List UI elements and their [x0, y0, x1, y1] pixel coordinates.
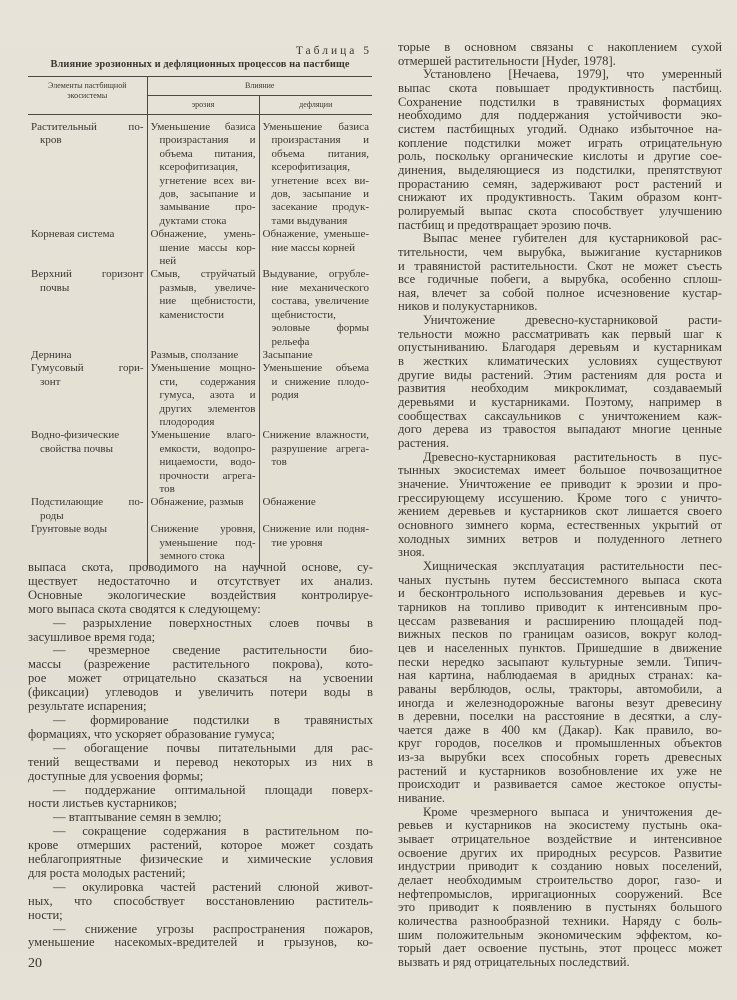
- text-line: ницаемости, водо-: [159, 456, 256, 469]
- text-line: Уничтожение древесно-кустарниковой расти-: [423, 313, 722, 328]
- paragraph: [398, 560, 722, 806]
- text-line: — втаптывание семян в землю;: [53, 810, 222, 825]
- text-line: кров: [40, 134, 62, 147]
- table-caption: Влияние эрозионных и дефляционных процессов на пастбище: [50, 59, 350, 70]
- table-row: [28, 429, 372, 496]
- text-line: тельности можно рассматривать как первый шаг к: [398, 326, 722, 341]
- text-line: вызвать и ряд отрицательных последствий.: [398, 954, 630, 969]
- cell-element: [28, 268, 147, 348]
- text-line: систем пастбищных угодий. Однако избыточное на-: [398, 121, 722, 136]
- header-deflation: дефляции: [259, 96, 372, 115]
- text-line: Снижение или подня-: [262, 523, 369, 536]
- text-line: нефтепромыслов, ирригационных сооружений. Все: [398, 886, 722, 901]
- cell-erosion: [147, 349, 259, 362]
- text-line: мого выпаса скота сводятся к следующему:: [28, 601, 261, 616]
- text-line: опустыниванию. Благодаря деревьям и кустарникам: [398, 340, 722, 355]
- table-header: [28, 77, 372, 115]
- cell-erosion: [147, 362, 259, 429]
- text-line: это приводит к появлению в пустынях большого: [398, 900, 722, 915]
- text-line: ние массы корней: [271, 241, 356, 254]
- text-line: формациях, что ускоряет образование гумуса;: [28, 726, 275, 741]
- text-line: ние механического: [271, 281, 369, 294]
- text-line: пастбищ и предотвращает эрозию почв.: [398, 217, 612, 232]
- header-impact: Влияние: [147, 77, 372, 96]
- text-line: тами выдувания: [271, 214, 348, 227]
- text-line: в жестких климатических условиях существуют: [398, 354, 722, 369]
- text-line: раваны верблюдов, ослы, тракторы, автомобили, а: [398, 681, 722, 696]
- text-line: дов, засыпание и: [159, 188, 256, 201]
- text-line: дов, засыпание и: [271, 188, 369, 201]
- text-line: замывание про-: [159, 201, 256, 214]
- text-line: Уменьшение базиса: [150, 121, 256, 133]
- paragraph: [398, 68, 722, 232]
- text-line: и травянистой растительности. Скот не может съесть: [398, 258, 722, 273]
- header-erosion: эрозия: [147, 96, 259, 115]
- text-line: Сохранение подстилки в травянистых формациях: [398, 94, 722, 109]
- text-line: деревьями и кустарниками. Поэтому, например в: [398, 395, 722, 410]
- text-line: объема питания,: [271, 147, 369, 160]
- paragraph: [28, 784, 373, 812]
- text-line: растения.: [398, 436, 449, 451]
- table-5: [28, 44, 372, 569]
- text-line: прорастанию семян, задерживают рост растений и: [398, 176, 722, 191]
- text-line: Водно-физические: [31, 429, 120, 442]
- text-line: Корневая система: [31, 228, 115, 241]
- text-line: Уменьшение базиса: [262, 121, 369, 133]
- text-line: в деревни, поселки на расстояние в десятки, а слу-: [398, 709, 722, 724]
- text-line: Обнажение, умень-: [150, 228, 256, 241]
- text-line: торый дает освоение пустынь, этот процесс может: [398, 941, 722, 956]
- text-line: чаных пустынь путем бессистемного выпаса скота: [398, 572, 722, 587]
- text-line: цессам развевания и расширению площадей под-: [398, 613, 722, 628]
- text-line: емкости, водопро-: [159, 442, 256, 455]
- text-line: основного зимнего корма, естественных укрытий от: [398, 517, 722, 532]
- text-line: прочности агрега-: [159, 469, 256, 482]
- text-line: свойства почвы: [40, 442, 113, 455]
- text-line: происходит и развивается самое жестокое опусты-: [398, 777, 722, 792]
- text-line: ществует недостаточно и отсутствует их анализ.: [28, 573, 373, 588]
- paragraph: [398, 314, 722, 451]
- text-line: отмершей растительности [Hyder, 1978].: [398, 53, 616, 68]
- text-line: Древесно-кустарниковая растительность в пус-: [423, 449, 722, 464]
- cell-element: [28, 349, 147, 362]
- text-line: освоение других их природных ресурсов. Развитие: [398, 845, 722, 860]
- text-line: ных, что способствует восстановлению раститель-: [28, 893, 373, 908]
- left-column-text: [28, 561, 373, 950]
- cell-erosion: [147, 115, 259, 229]
- text-line: щебнистости,: [271, 308, 336, 321]
- text-line: рое может отрицательно сказаться на усвоении: [28, 671, 373, 686]
- cell-deflation: [259, 349, 372, 362]
- text-line: значение. Уничтожение ее приводит к эрозии и про-: [398, 477, 722, 491]
- text-line: развития необходим микроклимат, создаваемый: [398, 381, 722, 396]
- text-line: и снижение плодо-: [271, 375, 369, 388]
- right-column-text: [398, 41, 722, 970]
- text-line: роль, поскольку органические кислоты и другие сое-: [398, 149, 722, 164]
- text-line: почвы: [40, 281, 70, 294]
- text-line: доступные для усвоения формы;: [28, 768, 204, 783]
- text-line: растений и кустарников возобновление их уже не: [398, 763, 722, 778]
- text-line: жением деревьев и кустарников скот лишается своего: [398, 504, 722, 519]
- text-line: сти, содержания: [159, 375, 256, 388]
- text-line: шение массы кор-: [159, 241, 256, 254]
- text-line: другие виды растений. Этим растениям для роста и: [398, 367, 722, 382]
- text-line: тарников на топливо приводит к интенсивным про-: [398, 599, 722, 614]
- text-line: необходимо для поддержания устойчивости эко-: [398, 108, 722, 123]
- text-line: Уменьшение объема: [262, 362, 369, 375]
- text-line: для роста молодых растений;: [28, 865, 186, 880]
- text-line: уменьшение насекомых-вредителей и грызунов, ко-: [28, 935, 373, 950]
- text-line: Грунтовые воды: [31, 523, 108, 536]
- text-line: зонт: [40, 375, 61, 388]
- text-line: Растительный по-: [31, 121, 144, 133]
- text-line: — обогащение почвы питательными для рас-: [53, 740, 373, 755]
- text-line: произрастания и: [271, 134, 369, 147]
- cell-deflation: [259, 429, 372, 496]
- text-line: выпаса скота, проводимого на научной основе, су-: [28, 560, 373, 574]
- text-line: (фиксации) углеводов и увеличить потери воды в: [28, 685, 373, 700]
- text-line: нивание.: [398, 791, 446, 806]
- text-line: объема питания,: [159, 147, 256, 160]
- paragraph: [28, 561, 373, 617]
- text-line: тов: [271, 456, 287, 469]
- text-line: дуктами стока: [159, 214, 227, 227]
- paragraph: [28, 742, 373, 784]
- text-line: тений веществами и перевод некоторых из них в: [28, 754, 373, 769]
- cell-deflation: [259, 496, 372, 523]
- cell-erosion: [147, 496, 259, 523]
- cell-erosion: [147, 429, 259, 496]
- text-line: ние щебнистости,: [159, 295, 256, 308]
- cell-deflation: [259, 362, 372, 429]
- text-line: зывает отрицательное воздействие и интенсивное: [398, 832, 722, 847]
- text-line: засекание продук-: [271, 201, 369, 214]
- text-line: ности листьев кустарников;: [28, 796, 177, 811]
- paragraph: [28, 825, 373, 881]
- cell-element: [28, 228, 147, 268]
- text-line: ная, влечет за собой полное исчезновение кустар-: [398, 285, 722, 300]
- text-line: Установлено [Нечаева, 1979], что умеренный: [423, 67, 722, 82]
- text-line: иногда и железнодорожные вагоны везут древесину: [398, 695, 722, 710]
- text-line: динения, выделяющиеся из подстилки, препятствуют: [398, 162, 722, 177]
- text-line: размыв, увеличе-: [159, 281, 256, 294]
- page-number: 20: [28, 956, 42, 971]
- text-line: из-за вырубки всех способных гореть древесных: [398, 750, 722, 765]
- text-line: плодородия: [159, 415, 215, 428]
- text-line: Хищническая эксплуатация растительности пес-: [423, 558, 722, 573]
- text-line: холодных зимних ветров и полуденного летнего: [398, 531, 722, 546]
- text-line: Уменьшение влаго-: [150, 429, 256, 442]
- cell-element: [28, 115, 147, 229]
- text-line: — формирование подстилки в травянистых: [53, 712, 373, 727]
- text-line: земного стока: [159, 550, 225, 562]
- text-line: — разрыхление поверхностных слоев почвы в: [53, 615, 373, 630]
- text-line: ролируемый выпас скота способствует улучшению: [398, 203, 722, 218]
- text-line: цев и населенных пунктов. Пришедшие в движение: [398, 640, 722, 655]
- text-line: угнетение всех ви-: [271, 174, 369, 187]
- text-line: грессирующему иссушению. Кроме того с уничто-: [398, 490, 722, 505]
- text-line: состава, увеличение: [271, 295, 369, 308]
- text-line: крове отмерших растений, которое может создать: [28, 838, 373, 853]
- text-line: Дернина: [31, 348, 72, 361]
- paragraph: [28, 811, 373, 825]
- text-line: количества разнообразной техники. Наряду с боль-: [398, 914, 722, 928]
- text-line: сообществах саксаульников с уничтожением каж-: [398, 408, 722, 423]
- text-line: пески нередко засыпают культурные земли. Типич-: [398, 654, 722, 669]
- paragraph: [28, 714, 373, 742]
- paragraph: [28, 881, 373, 923]
- text-line: Смыв, струйчатый: [150, 268, 256, 281]
- text-line: Снижение уровня,: [150, 523, 256, 536]
- paragraph: [28, 644, 373, 714]
- text-line: уменьшение под-: [159, 536, 256, 549]
- text-line: ней: [159, 255, 177, 268]
- text-line: копление подстилки может играть отрицательную: [398, 135, 722, 150]
- text-line: Обнажение: [262, 496, 316, 509]
- text-line: угнетение всех ви-: [159, 174, 256, 187]
- table-row: [28, 115, 372, 229]
- text-line: дого дерева из травостоя выпадают многие ценные: [398, 422, 722, 437]
- text-line: тынных экосистемах имеет большое почвозащитное: [398, 463, 722, 478]
- text-line: Выдувание, огрубле-: [262, 268, 369, 281]
- text-line: Уменьшение мощно-: [150, 362, 256, 375]
- text-line: все годичные побеги, а вырубка, особенно сплош-: [398, 272, 722, 287]
- text-line: ная картина, наблюдаемая в аридных странах: ка-: [398, 668, 722, 683]
- paragraph: [398, 232, 722, 314]
- text-line: — сокращение содержания в растительном по-: [53, 824, 373, 839]
- table-row: [28, 228, 372, 268]
- text-line: ксерофитизация,: [271, 161, 350, 174]
- text-line: делает необходимым строительство дорог, газо- и: [398, 873, 722, 888]
- text-line: вижных песков по границам оазисов, вокруг колод-: [398, 627, 722, 642]
- text-line: других элементов: [159, 402, 256, 415]
- text-line: зноя.: [398, 545, 425, 560]
- cell-element: [28, 429, 147, 496]
- text-line: рельефа: [271, 335, 310, 348]
- text-line: массы (разрежение растительного покрова), кото-: [28, 657, 373, 672]
- text-line: произрастания и: [159, 134, 256, 147]
- text-line: круг городов, поселков и промышленных объектов: [398, 736, 722, 751]
- text-line: ников и полукустарников.: [398, 299, 538, 314]
- text-line: родия: [271, 389, 299, 402]
- text-line: ксерофитизация,: [159, 161, 238, 174]
- text-line: Верхний горизонт: [31, 268, 144, 281]
- text-line: снижают их продуктивность. Таким образом конт-: [398, 190, 722, 205]
- text-line: и бесконтрольного использования деревьев и кус-: [398, 586, 722, 601]
- text-line: результате испарения;: [28, 699, 147, 714]
- text-line: разрушение агрега-: [271, 442, 369, 455]
- text-line: засушливое время года;: [28, 629, 156, 644]
- text-line: — поддержание оптимальной площади поверх-: [53, 782, 373, 797]
- text-line: — окулировка частей растений слюной живот-: [53, 879, 373, 894]
- text-line: Гумусовый гори-: [31, 362, 144, 375]
- text-line: Выпас менее губителен для кустарниковой рас-: [423, 231, 722, 246]
- text-line: Кроме чрезмерного выпаса и уничтожения де-: [423, 804, 722, 819]
- paragraph: [398, 806, 722, 970]
- text-line: роды: [40, 509, 64, 522]
- text-line: Обнажение, размыв: [150, 496, 244, 509]
- cell-deflation: [259, 268, 372, 348]
- paragraph: [398, 41, 722, 68]
- text-line: индустрии приводит к созданию новых поселений,: [398, 859, 722, 874]
- cell-element: [28, 362, 147, 429]
- text-line: тие уровня: [271, 536, 323, 549]
- text-line: — снижение угрозы распространения пожаров,: [53, 921, 373, 936]
- text-line: шим положительным экономическим эффектом, ко-: [398, 927, 722, 942]
- table-row: [28, 268, 372, 348]
- table-body: [28, 115, 372, 570]
- paragraph: [28, 923, 373, 951]
- text-line: Обнажение, уменьше-: [262, 228, 369, 241]
- text-line: гумуса, азота и: [159, 389, 256, 402]
- text-line: ности;: [28, 907, 63, 922]
- cell-element: [28, 496, 147, 523]
- table-row: [28, 362, 372, 429]
- text-line: неблагоприятные физические и химические условия: [28, 852, 373, 867]
- text-line: эоловые формы: [271, 322, 369, 335]
- table-row: [28, 496, 372, 523]
- text-line: Основные экологические воздействия контролируе-: [28, 587, 373, 602]
- table-number: Таблица 5: [295, 45, 372, 57]
- cell-deflation: [259, 228, 372, 268]
- text-line: Снижение влажности,: [262, 429, 369, 442]
- text-line: Засыпание: [262, 348, 313, 361]
- text-line: тительности, чем вырубка, выжигание кустарников: [398, 244, 722, 259]
- text-line: каменистости: [159, 308, 225, 321]
- paragraph: [28, 617, 373, 645]
- text-line: чается даже в 400 км (Дакар). Как правило, во-: [398, 722, 722, 737]
- cell-deflation: [259, 115, 372, 229]
- text-line: тов: [159, 482, 175, 495]
- text-line: выпас скота повышает продуктивность пастбищ.: [398, 80, 722, 95]
- header-element: Элементы пастбищной экосистемы: [48, 81, 127, 100]
- text-line: Подстилающие по-: [31, 496, 144, 509]
- text-line: ревьев и кустарников на экосистему пустынь ока-: [398, 818, 722, 833]
- text-line: Размыв, сползание: [150, 348, 239, 361]
- erosion-deflation-table: [28, 76, 372, 569]
- paragraph: [398, 451, 722, 560]
- table-row: [28, 349, 372, 362]
- text-line: — чрезмерное сведение растительности био-: [53, 643, 373, 658]
- text-line: торые в основном связаны с накоплением сухой: [398, 40, 722, 54]
- cell-erosion: [147, 228, 259, 268]
- cell-erosion: [147, 268, 259, 348]
